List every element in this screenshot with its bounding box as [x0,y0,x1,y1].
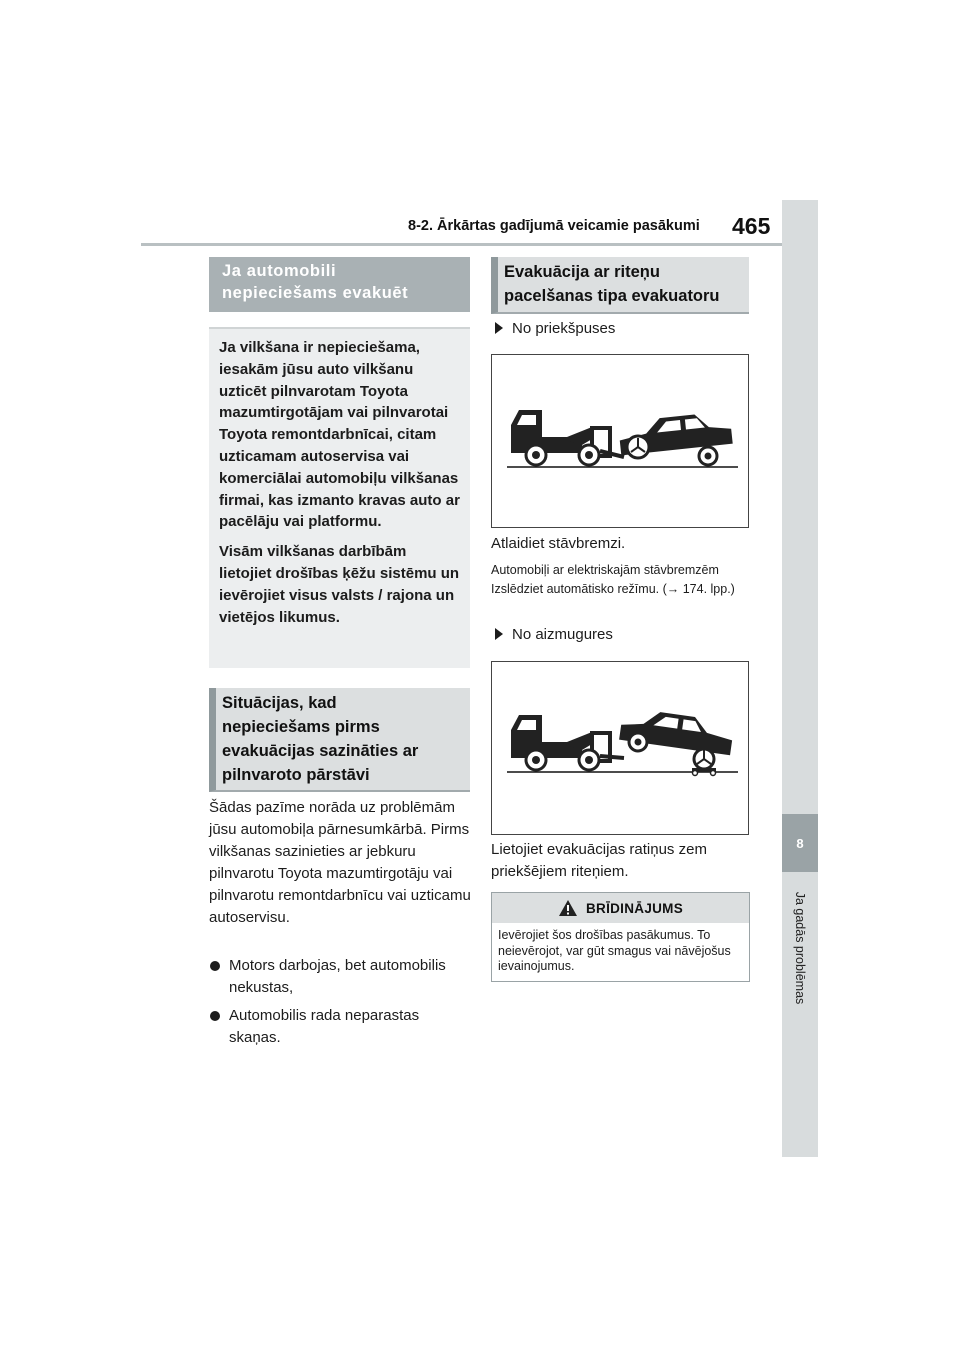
warning-header [492,893,749,923]
heading-line: pilnvaroto pārstāvi [222,766,370,784]
section-heading-situations [209,688,470,792]
chapter-label: Ja gadās problēmas [793,891,807,1005]
heading-line: Situācijas, kad [222,694,337,712]
bullet-icon [210,961,220,971]
triangle-arrow-icon [495,628,503,640]
situations-body-text: Šādas pazīme norāda uz problēmām jūsu automobiļa pārnesumkārbā. Pirms vilkšanas sazinieties ar jebkuru pilnvarotu Toyota mazumtirgotāju vai pilnvarotu remontdarbnīcu vai uzticamu autoservisu. [209,799,471,926]
symptom-list [209,955,471,1055]
front-towing-figure [491,354,749,528]
heading-line: nepieciešams pirms [222,718,380,736]
list-item-text: Automobilis rada neparastas skaņas. [229,1007,420,1046]
tow-truck-rear-illustration [492,662,748,834]
warning-box [491,892,750,982]
heading-line: evakuācijas sazināties ar [222,742,419,760]
front-label-text: No priekšpuses [512,320,616,337]
note-paragraph: Ja vilkšana ir nepieciešama, iesakām jūsu auto vilkšanu uzticēt pilnvarotam Toyota mazumtirgotājam vai pilnvarotai Toyota remontdarbnīcai, citam uzticamam autoservisa vai komerciālai automobiļu vilkšanas firmai, kas izmanto kravas auto ar pacēlāju vai platformu. [219,339,460,531]
towing-note-box [209,327,470,668]
rear-instruction: Lietojiet evakuācijas ratiņus zem priekšējiem riteņiem. [491,841,707,880]
section-heading-towing [209,257,470,312]
warning-triangle-icon [558,899,578,917]
heading-line: nepieciešams evakuēt [222,284,409,302]
bullet-icon [210,1011,220,1021]
tow-truck-front-illustration [492,355,748,527]
warning-text: Ievērojiet šos drošības pasākumus. To neievērojot, var gūt smagus vai nāvējošus ievainojumus. [498,928,731,973]
rear-label-text: No aizmugures [512,626,613,643]
rear-towing-figure [491,661,749,835]
note-paragraph: Visām vilkšanas darbībām lietojiet drošības ķēžu sistēmu un ievērojiet visus valsts / rajona un vietējos likumus. [219,543,460,626]
list-item [209,955,471,999]
heading-line: pacelšanas tipa evakuatoru [504,287,720,305]
front-instruction: Atlaidiet stāvbremzi. [491,535,626,552]
rear-towing-label [491,626,613,643]
list-item [209,1005,471,1049]
heading-line: Ja automobili [222,262,337,280]
chapter-side-tab [782,200,818,1157]
section-heading-wheel-lift [491,257,749,314]
section-title: 8-2. Ārkārtas gadījumā veicamie pasākumi [408,218,700,234]
warning-title: BRĪDINĀJUMS [585,900,684,916]
header-divider [141,243,784,246]
triangle-arrow-icon [495,322,503,334]
heading-line: Evakuācija ar riteņu [504,263,660,281]
front-note: Automobiļi ar elektriskajām stāvbremzēm Izslēdziet automātisko režīmu. (→ 174. lpp.) [491,563,735,596]
list-item-text: Motors darbojas, bet automobilis nekustas, [229,957,446,996]
front-towing-label [491,320,615,337]
page-number: 465 [732,213,771,239]
chapter-number: 8 [782,814,818,872]
